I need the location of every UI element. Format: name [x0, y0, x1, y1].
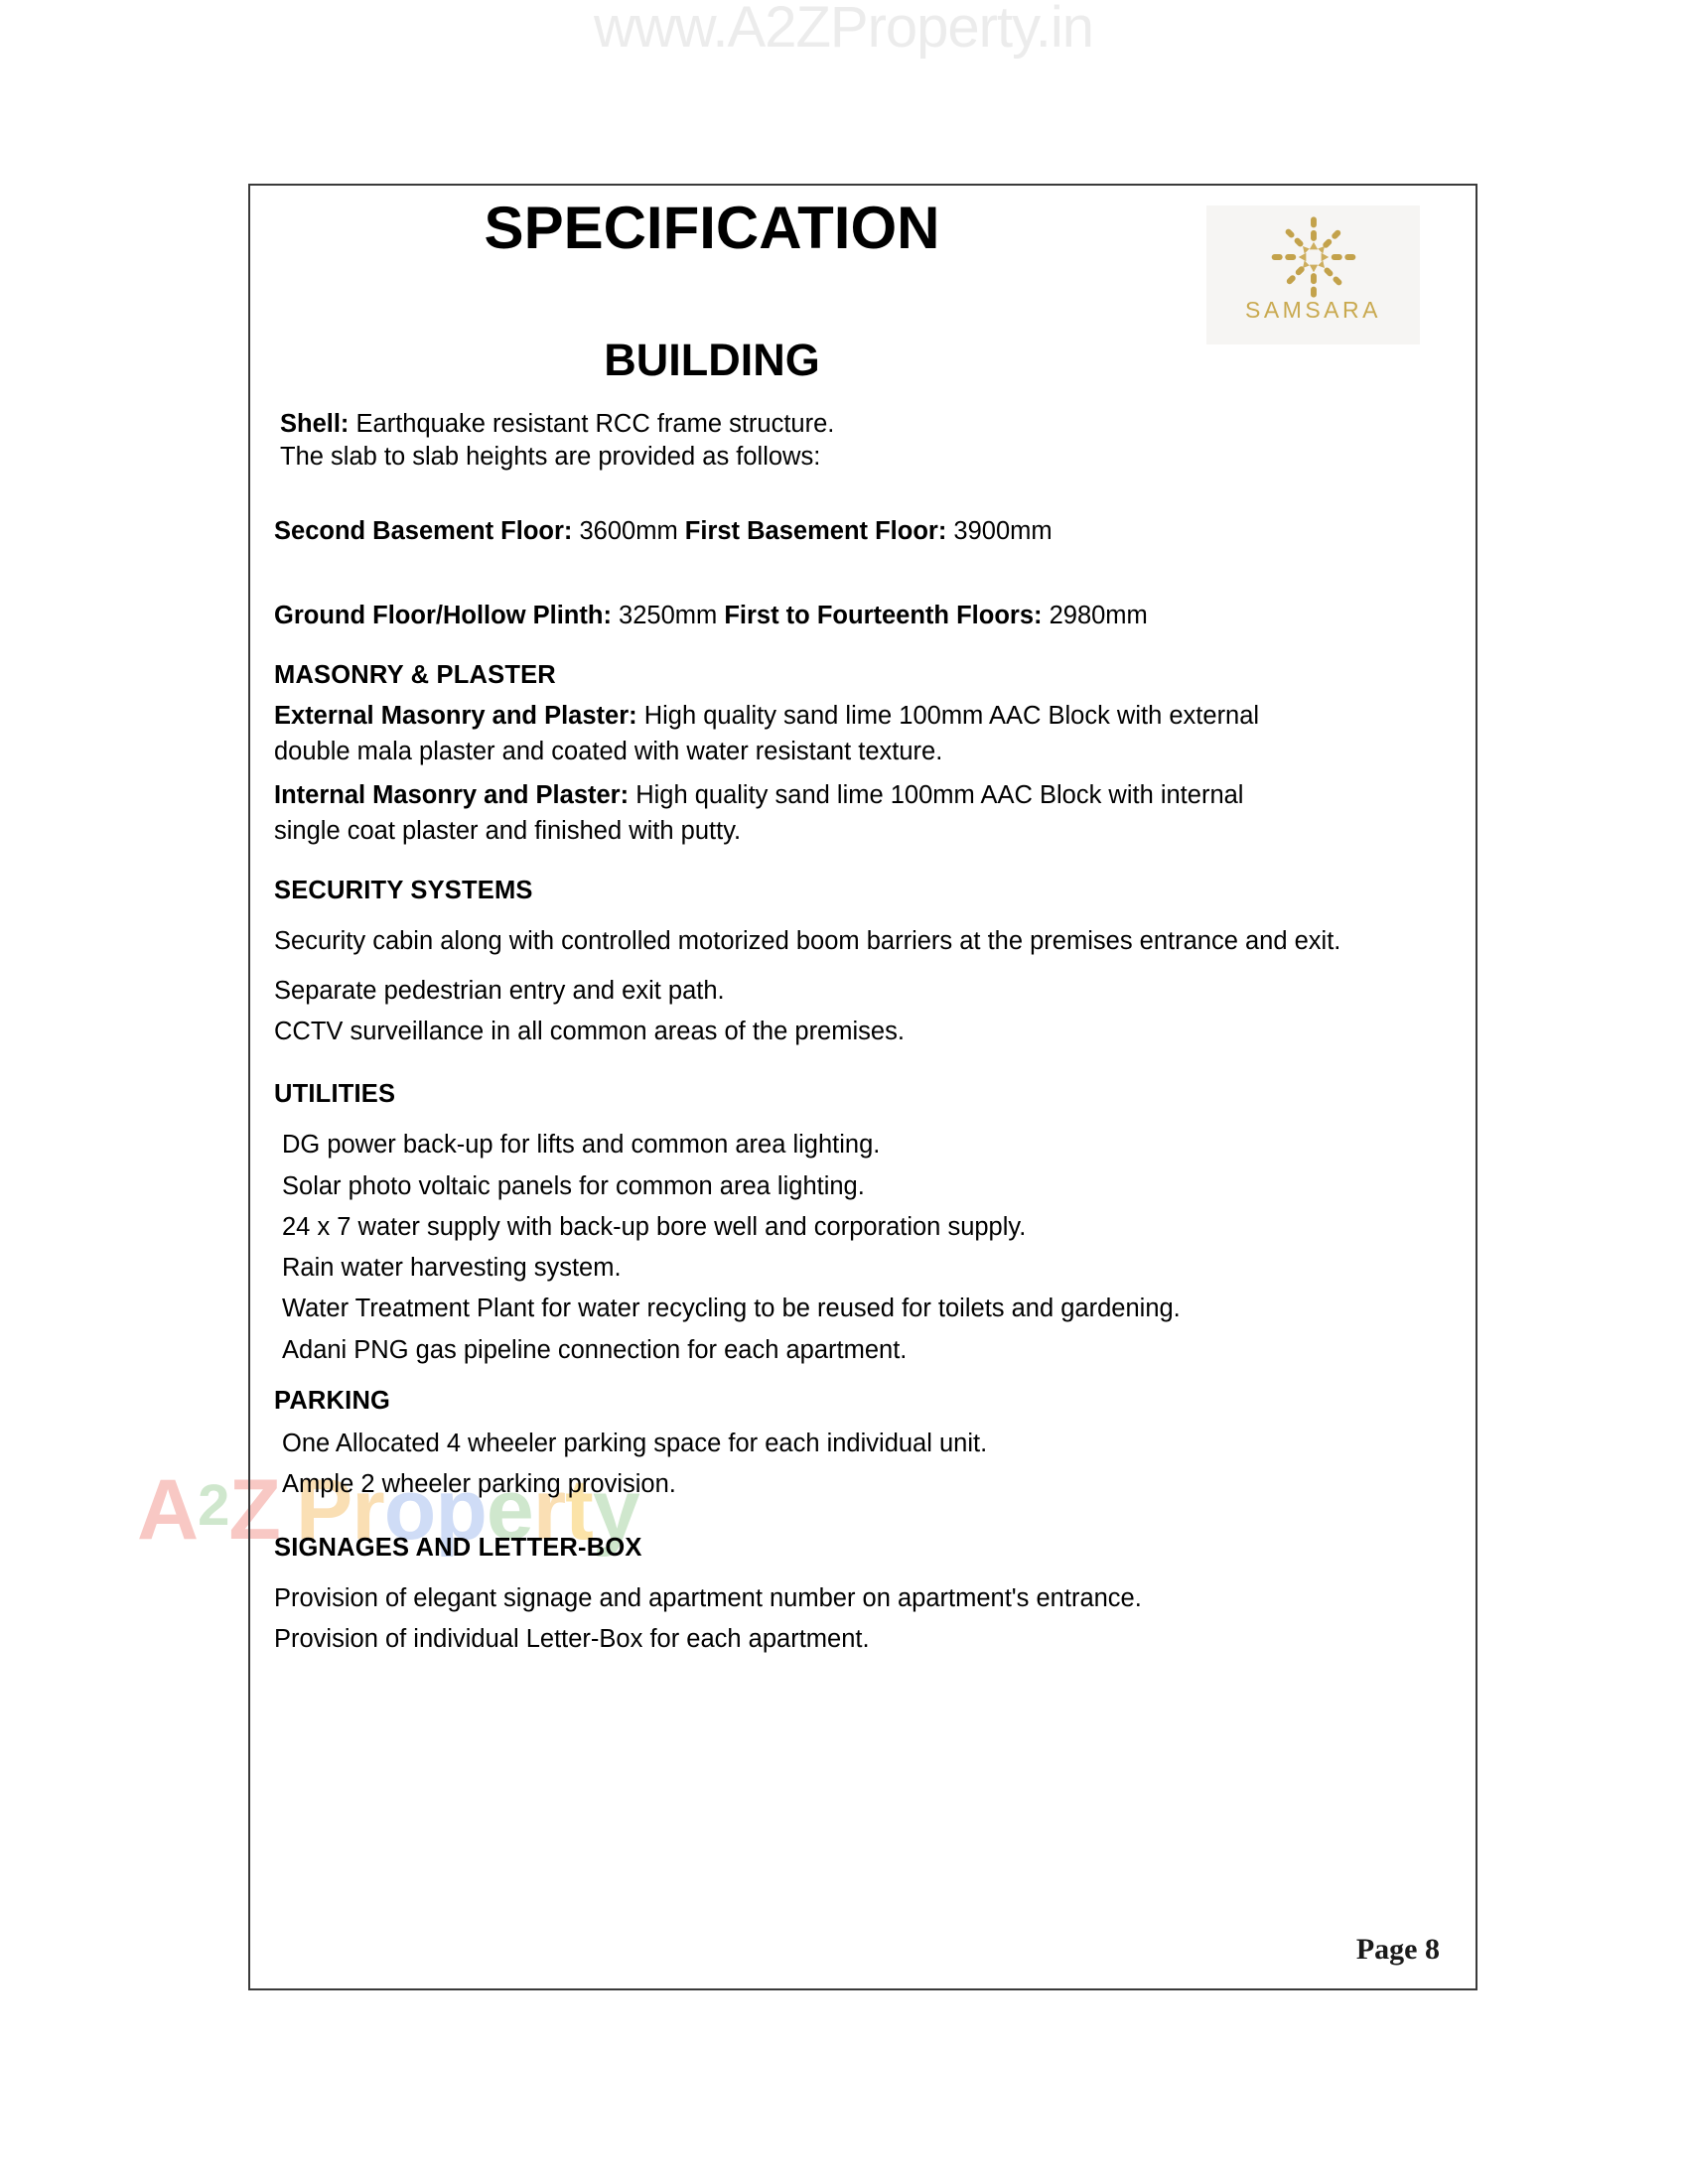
- document-page: [248, 184, 1477, 1990]
- brand-watermark-letter-e: e: [486, 1462, 533, 1558]
- floor-height-label-a: Second Basement Floor:: [274, 517, 573, 546]
- brand-watermark-letter-r1: r: [351, 1462, 384, 1558]
- shell-label: Shell:: [280, 410, 350, 438]
- brand-watermark-letter-z: Z: [228, 1462, 280, 1558]
- parking-item: Ample 2 wheeler parking provision.: [282, 1470, 676, 1499]
- samsara-logo-text: SAMSARA: [1245, 297, 1381, 323]
- masonry-internal-text: High quality sand lime 100mm AAC Block with internal single coat plaster and finished with putty.: [274, 780, 1244, 846]
- utilities-item: Solar photo voltaic panels for common area lighting.: [282, 1171, 865, 1200]
- brand-watermark-letter-a: A: [137, 1462, 199, 1558]
- heading-signages-letterbox: SIGNAGES AND LETTER-BOX: [274, 1533, 642, 1562]
- brand-watermark-letter-2: 2: [198, 1473, 229, 1538]
- document-body: [274, 408, 1446, 1660]
- heading-security-systems: SECURITY SYSTEMS: [274, 877, 533, 905]
- brand-watermark-letter-o: o: [383, 1462, 436, 1558]
- masonry-internal-label: Internal Masonry and Plaster:: [274, 780, 630, 809]
- parking-item: One Allocated 4 wheeler parking space for each individual unit.: [282, 1430, 988, 1458]
- utilities-item: 24 x 7 water supply with back-up bore well and corporation supply.: [282, 1212, 1027, 1241]
- brand-watermark-letter-r2: r: [532, 1462, 566, 1558]
- floor-height-label-b: First to Fourteenth Floors:: [724, 602, 1043, 630]
- masonry-external-label: External Masonry and Plaster:: [274, 701, 637, 730]
- masonry-external-text: High quality sand lime 100mm AAC Block with external double mala plaster and coated with water resistant texture.: [274, 701, 1260, 765]
- shell-text: Earthquake resistant RCC frame structure.: [349, 410, 835, 438]
- floor-height-row: [274, 600, 1446, 632]
- brand-watermark-letter-p2: p: [435, 1462, 487, 1558]
- brand-watermark-letter-p: P: [295, 1462, 352, 1558]
- page-number: Page 8: [1355, 1933, 1440, 1966]
- floor-height-value-b: 3900mm: [946, 517, 1053, 546]
- floor-height-label-a: Ground Floor/Hollow Plinth:: [274, 602, 612, 630]
- utilities-item: Rain water harvesting system.: [282, 1254, 622, 1283]
- shell-line: [274, 408, 1446, 441]
- security-item: CCTV surveillance in all common areas of the premises.: [274, 1017, 905, 1045]
- site-url-watermark: [0, 0, 1687, 61]
- security-item: Security cabin along with controlled motorized boom barriers at the premises entrance and exit.: [274, 927, 1341, 956]
- signages-item: Provision of individual Letter-Box for each apartment.: [274, 1624, 870, 1653]
- floor-height-row: [274, 515, 1446, 548]
- floor-height-label-b: First Basement Floor:: [684, 517, 947, 546]
- section-title: BUILDING: [604, 335, 820, 385]
- floor-height-value-a: 3600mm: [572, 517, 685, 546]
- page-title: SPECIFICATION: [484, 195, 940, 261]
- site-url-watermark-text: www.A2ZProperty.in: [593, 0, 1094, 60]
- floor-height-value-a: 3250mm: [611, 602, 725, 630]
- heading-parking: PARKING: [274, 1387, 391, 1416]
- security-item: Separate pedestrian entry and exit path.: [274, 976, 725, 1005]
- utilities-item: Water Treatment Plant for water recycling to be reused for toilets and gardening.: [282, 1295, 1181, 1323]
- shell-second-line: The slab to slab heights are provided as follows:: [280, 443, 821, 472]
- mandala-star-icon: [1262, 213, 1365, 301]
- heading-masonry: MASONRY & PLASTER: [274, 660, 556, 689]
- utilities-item: Adani PNG gas pipeline connection for each apartment.: [282, 1335, 908, 1364]
- floor-height-value-b: 2980mm: [1042, 602, 1148, 630]
- heading-utilities: UTILITIES: [274, 1080, 396, 1109]
- samsara-logo: [1206, 205, 1420, 344]
- brand-watermark-letter-t: t: [565, 1462, 593, 1558]
- signages-item: Provision of elegant signage and apartment number on apartment's entrance.: [274, 1583, 1142, 1612]
- masonry-external-paragraph: [274, 698, 1267, 769]
- masonry-internal-paragraph: [274, 777, 1267, 849]
- utilities-item: DG power back-up for lifts and common area lighting.: [282, 1131, 881, 1160]
- brand-watermark-letter-y: y: [592, 1462, 639, 1558]
